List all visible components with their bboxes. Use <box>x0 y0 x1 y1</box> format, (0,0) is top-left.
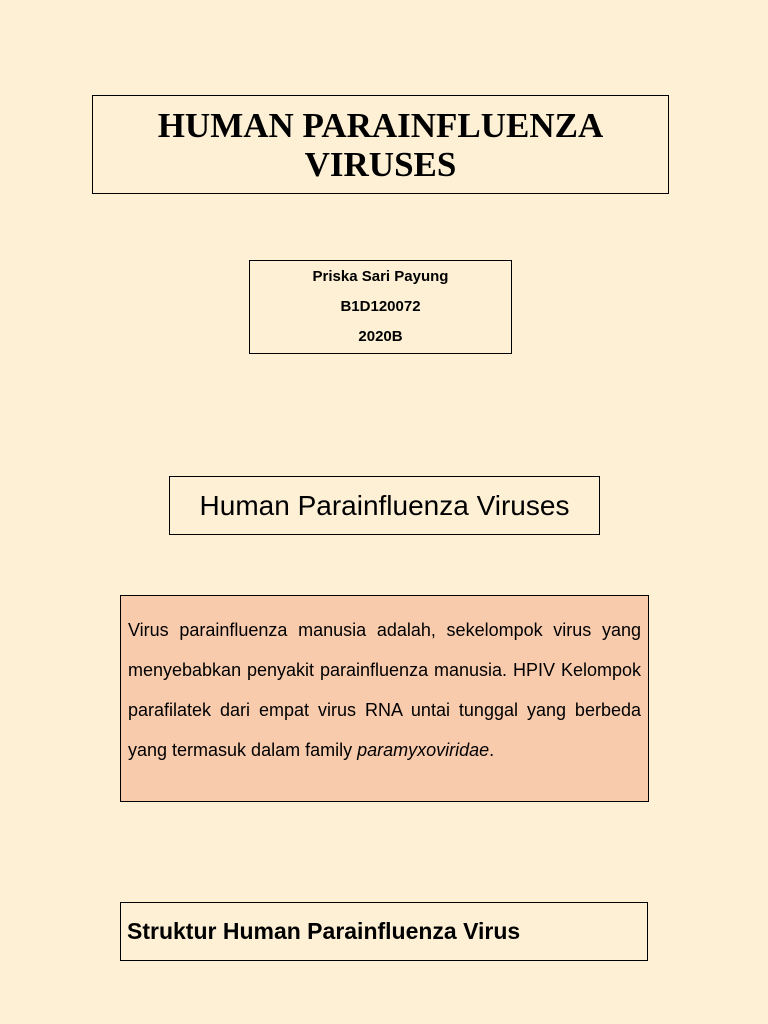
section-heading-box <box>120 902 648 961</box>
title-line-2: VIRUSES <box>304 144 457 184</box>
author-box <box>249 260 512 354</box>
intro-italic-term: paramyxoviridae <box>357 740 490 760</box>
page-title <box>158 106 604 184</box>
intro-paragraph <box>128 610 641 770</box>
intro-end: . <box>489 740 495 760</box>
subtitle: Human Parainfluenza Viruses <box>199 489 570 521</box>
intro-text: Virus parainfluenza manusia adalah, sekelompok virus yang menyebabkan penyakit parainfluenza manusia. HPIV Kelompok parafilatek dari empat virus RNA untai tunggal yang berbeda yang termasuk dalam family <box>128 620 641 760</box>
subtitle-box <box>169 476 600 535</box>
title-box <box>92 95 669 194</box>
title-line-1: HUMAN PARAINFLUENZA <box>157 105 604 145</box>
author-name: Priska Sari Payung <box>312 268 449 285</box>
author-class: 2020B <box>358 328 403 345</box>
intro-box <box>120 595 649 802</box>
section-heading: Struktur Human Parainfluenza Virus <box>127 918 521 944</box>
author-student-id: B1D120072 <box>340 298 421 315</box>
